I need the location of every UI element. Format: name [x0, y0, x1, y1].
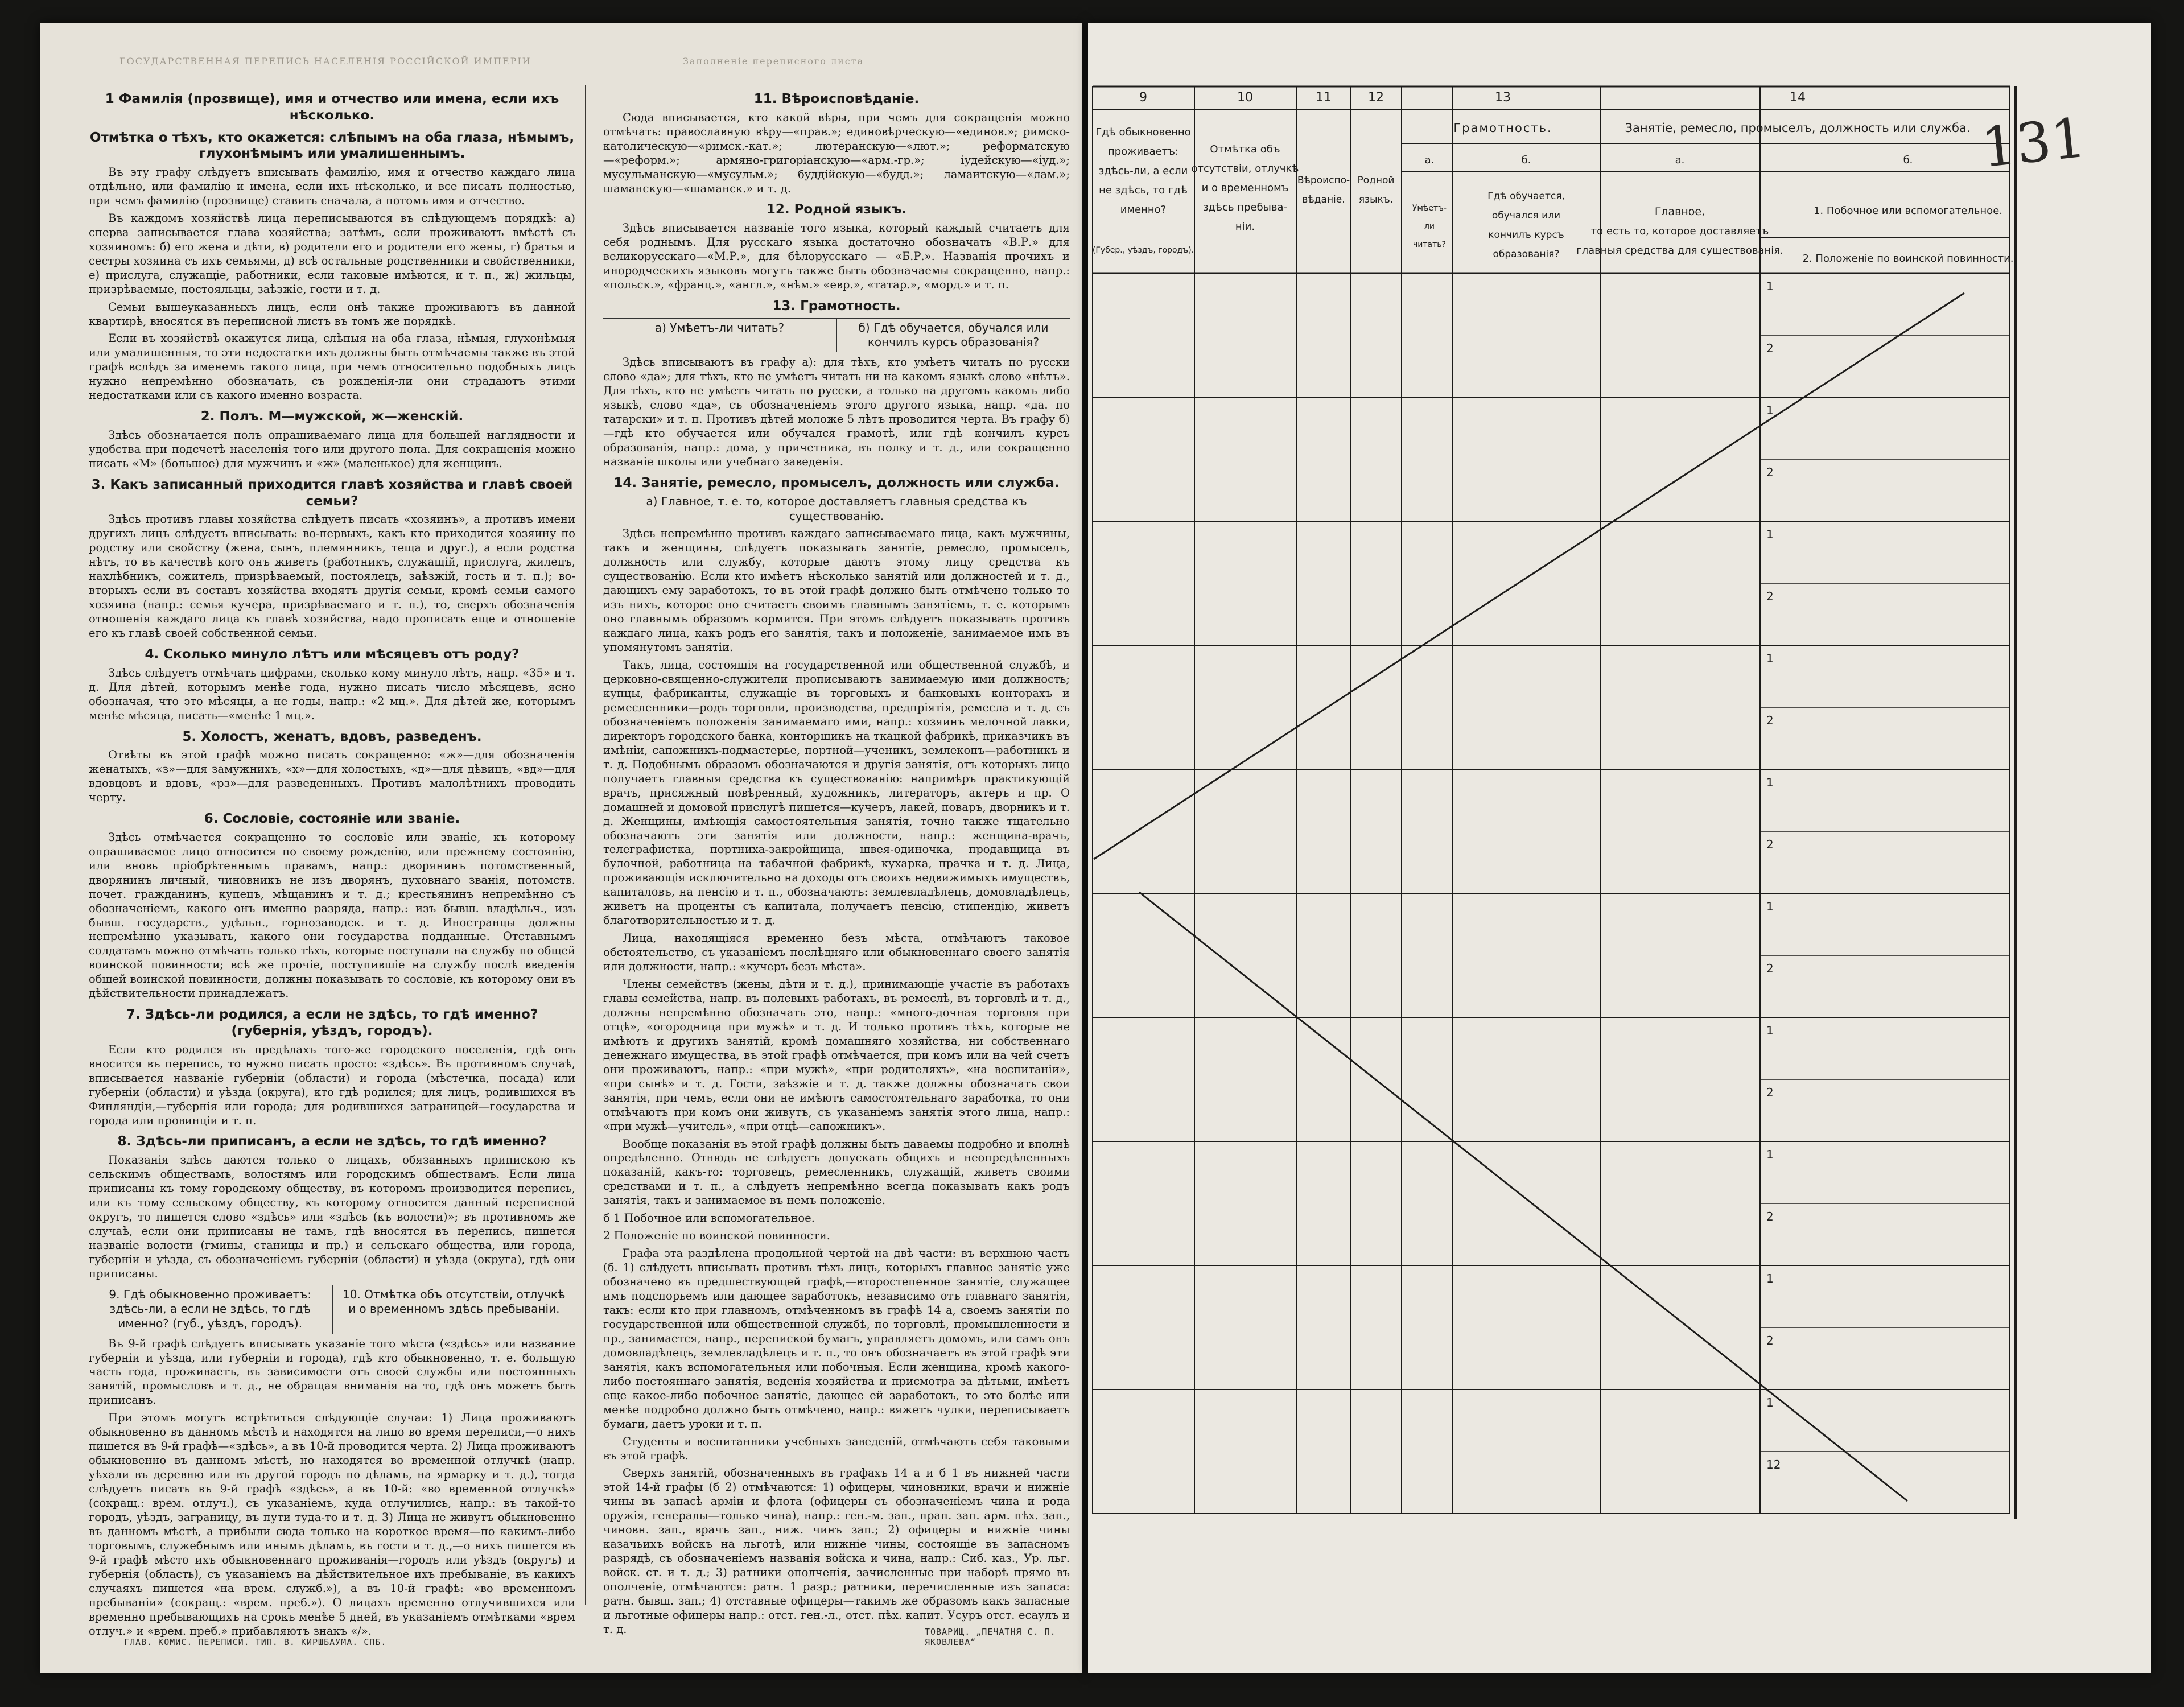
section-4-title: 4. Сколько минуло лѣтъ или мѣсяцевъ отъ роду? — [145, 646, 520, 662]
header-col-14a-line: главныя средства для существованія. — [1576, 245, 1783, 257]
section-14-paragraph: Вообще показанія въ этой графѣ должны быть даваемы подробно и вполнѣ опредѣленно. Отнюдь не слѣдуетъ допускать общихъ и неопредѣленныхъ показаній, какъ-то: торговецъ, ремесленникъ, служащій, живетъ своими средствами и т. п., а слѣдуетъ непремѣнно всегда показывать какъ родъ занятія, такъ и занимаемое въ немъ положеніе. — [603, 1137, 1070, 1207]
section-1-paragraph: Если въ хозяйствѣ окажутся лица, слѣпыя на оба глаза, нѣмыя, глухонѣмыя или умалишенныя, то эти недостатки ихъ должны быть отмѣчаемы также въ этой графѣ вслѣдъ за именемъ такого лица, при чемъ относительно подобныхъ лицъ нужно непремѣнно обозначать, съ рожденія-ли они страдаютъ этими недостатками или съ какого именно возраста. — [89, 332, 575, 402]
row-mark-2: 2 — [1766, 1086, 1774, 1099]
section-2-title: 2. Полъ. М—мужской, ж—женскій. — [200, 409, 464, 424]
section-6-paragraph: Здѣсь отмѣчается сокращенно то сословіе или званіе, къ которому опрашиваемое лицо относится по своему рожденію, или прежнему состоянію, или вновь пріобрѣтеннымъ правамъ, напр.: дворянинъ потомственный, дворянинъ личный, чиновникъ не изъ дворянъ, духовнаго званія, потомств. почет. гражданинъ, купецъ, мѣщанинъ и т. д.; крестьянинъ непремѣнно съ обозначеніемъ, какого онъ именно разряда, напр.: изъ бывш. владѣльч., изъ бывш. государств., удѣльн., горнозаводск. и т. д. Иностранцы должны непремѣнно указывать, какого они государства подданные. Отставнымъ солдатамъ можно отмѣчать только тѣхъ, которые поступали на службу по общей воинской повинности; всѣ же прочіе, поступившіе на службу послѣ введенія общей воинской повинности, должны показывать то сословіе, къ которому они въ дѣйствительности принадлежатъ. — [89, 830, 575, 1000]
section-9-paragraph: При этомъ могутъ встрѣтиться слѣдующіе случаи: 1) Лица проживаютъ обыкновенно въ данномъ мѣстѣ и находятся на лицо во время переписи,—о нихъ пишется въ 9-й графѣ—«здѣсь», а въ 10-й проводится черта. 2) Лица проживаютъ обыкновенно въ данномъ мѣстѣ, но находятся во временной отлучкѣ (напр. уѣхали въ деревню или въ другой городъ по дѣламъ, на ярмарку и т. д.), тогда слѣдуетъ писать въ 9-й графѣ «здѣсь», а въ 10-й: «во временной отлучкѣ» (сокращ.: врем. отлуч.), съ указаніемъ, куда отлучились, напр.: въ такой-то городъ, уѣздъ, заграницу, въ пути туда-то и т. д. 3) Лица не живутъ обыкновенно въ данномъ мѣстѣ, а прибыли сюда только на короткое время—по какимъ-либо торговымъ, служебнымъ или инымъ дѣламъ, въ гости и т. д.,—о нихъ пишется въ 9-й графѣ мѣсто ихъ обыкновеннаго проживанія—городъ или уѣздъ (округъ) и губернія (область), съ указаніемъ на дѣйствительное ихъ пребываніе, въ какихъ случаяхъ пишется «на врем. служб.»), а въ 10-й графѣ: «во временномъ пребываніи» (сокращ.: «врем. преб.»). О лицахъ временно отлучившихся или временно пребывающихъ на срокъ менѣе 5 дней, въ указаніемъ отмѣтками «врем отлуч.» и «врем. преб.» прибавляютъ знакъ «/». — [89, 1411, 575, 1638]
header-col-9-line: именно? — [1120, 204, 1167, 216]
section-9-paragraph: Въ 9-й графѣ слѣдуетъ вписывать указаніе того мѣста («здѣсь» или название губерніи и уѣзда, или губерніи и города), гдѣ кто обыкновенно, т. е. большую часть года, проживаетъ, въ зависимости отъ своей службы или постоянныхъ занятій, промысловъ и т. д., не обращая вниманія на то, гдѣ онъ можетъ быть приписанъ. — [89, 1337, 575, 1407]
row-mark-1: 1 — [1766, 1396, 1774, 1409]
header-col-13a-line: читать? — [1413, 240, 1446, 249]
header-col-9-line: проживаетъ: — [1107, 146, 1179, 158]
section-4-paragraph: Здѣсь слѣдуетъ отмѣчать цифрами, сколько кому минуло лѣтъ, напр. «35» и т. д. Для дѣтей, которымъ менѣе года, нужно писать число мѣсяцевъ, ясно обозначая, что это мѣсяцы, а не годы, напр.: «2 мц.». Для дѣтей же, которымъ менѣе мѣсяца, писать—«менѣе 1 мц.». — [89, 666, 575, 722]
section-11-title: 11. Вѣроисповѣданіе. — [753, 92, 920, 106]
section-14-title: 14. Занятіе, ремесло, промыселъ, должность или служба. — [613, 475, 1060, 490]
header-col-14a-label: а. — [1675, 154, 1685, 166]
section-13-subheading — [603, 318, 1070, 352]
header-col-10-line: здѣсь пребыва- — [1202, 201, 1288, 213]
section-14-paragraph: Сверхъ занятій, обозначенныхъ въ графахъ 14 а и б 1 въ нижней части этой 14-й графы (б 2) отмѣчаются: 1) офицеры, чиновники, врачи и нижніе чины въ запасѣ арміи и флота (офицеры съ обозначеніемъ чина и рода оружія, генералы—только чина), напр.: ген.-м. зап., прап. зап. арм. пѣх. зап., чиновн. зап., врачъ зап., ниж. чинъ зап.; 2) офицеры и нижніе чины казачьихъ войскъ на льготѣ, или нижніе чины, состоящіе въ запасномъ разрядѣ, съ обозначеніемъ названія войска и чина, напр.: Сиб. каз., Ур. льг. войск. ст. и т. д.; 3) ратники ополченія, зачисленные при наборѣ прямо въ ополченіе, отмѣчаются: ратн. 1 разр.; ратники, перечисленные изъ запаса: ратн. бывш. зап.; 4) отставные офицеры—такимъ же образомъ какъ запасные и льготные офицеры напр.: отст. ген.-л., отст. пѣх. капит. Усуръ отст. есаулъ и т. д. — [603, 1466, 1070, 1636]
header-col-14a-line: Главное, — [1654, 205, 1705, 218]
row-mark-2: 2 — [1766, 1210, 1774, 1223]
header-col-13a-line: Умѣетъ- — [1412, 204, 1447, 213]
section-8-paragraph: Показанія здѣсь даются только о лицахъ, обязанныхъ припискою къ сельскимъ обществамъ, волостямъ или городскимъ обществамъ. Если лица приписаны къ тому городскому обществу, въ которомъ производится перепись, или къ тому сельскому обществу, къ которому относится данный переписной округъ, то пишется слово «здѣсь» или «здѣсь (къ волости)»; въ противномъ же случаѣ, если они приписаны не тамъ, гдѣ вносятся въ перепись, пишется названіе волости (гмины, станицы и пр.) и сельскаго общества, или города, губерніи и уѣзда, съ обозначеніемъ губерніи (области) и уѣзда (округа), гдѣ они приписаны. — [89, 1153, 575, 1280]
section-10-title: 10. Отмѣтка объ отсутствіи, отлучкѣ и о временномъ здѣсь пребываніи. — [332, 1285, 576, 1334]
row-mark-1: 1 — [1766, 403, 1774, 417]
header-col-13b-line: образованія? — [1493, 249, 1560, 260]
header-col-9-line: здѣсь-ли, а если — [1098, 165, 1188, 177]
section-7-paragraph: Если кто родился въ предѣлахъ того-же городского поселенія, гдѣ онъ вносится въ перепись, то нужно писать просто: «здѣсь». Въ противномъ случаѣ, вписывается названіе губерніи (области) и города (мѣстечка, посада) или губерніи (области) и уѣзда (округа), кто гдѣ родился; для лицъ, родившихся въ Финляндіи,—губернія или города; для родившихся заграницей—государства и города или провинціи и т. п. — [89, 1042, 575, 1127]
header-col-14a-line: то есть то, которое доставляетъ — [1590, 225, 1769, 237]
faint-header-left: ГОСУДАРСТВЕННАЯ ПЕРЕПИСЬ НАСЕЛЕНІЯ РОССІЙСКОЙ ИМПЕРІИ — [119, 56, 531, 67]
header-col-13b-line: Гдѣ обучается, — [1487, 191, 1565, 202]
handwritten-page-number: 131 — [1978, 105, 2089, 180]
section-9-10-heading — [89, 1285, 575, 1334]
header-col-10-line: отсутствіи, отлучкѣ — [1191, 163, 1299, 175]
col-number-10: 10 — [1237, 90, 1253, 105]
section-12-title: 12. Родной языкъ. — [766, 202, 907, 217]
header-col-9-line: Гдѣ обыкновенно — [1095, 126, 1191, 138]
col-number-9: 9 — [1139, 90, 1147, 105]
header-col-11-line: вѣданіе. — [1302, 194, 1345, 205]
row-mark-1: 1 — [1766, 279, 1774, 293]
printer-imprint-left: ГЛАВ. КОМИС. ПЕРЕПИСИ. ТИП. В. КИРШБАУМА. СПБ. — [124, 1637, 387, 1647]
row-mark-1: 1 — [1766, 900, 1774, 913]
section-3-paragraph: Здѣсь противъ главы хозяйства слѣдуетъ писать «хозяинъ», а противъ имени другихъ лицъ слѣдуетъ вписывать: во-первыхъ, какъ кто приходится хозяину по родству или свойству (жена, сынъ, племянникъ, теща и друг.), а если родства нѣтъ, то въ качествѣ кого онъ живетъ (работникъ, служащій, прислуга, жилецъ, нахлѣбникъ, сожитель, призрѣваемый, постоялецъ, заѣзжій, гость и т. п.); во-вторыхъ если въ составъ хозяйства входятъ другія семьи, кромѣ семьи самого хозяина (напр.: семья кучера, призрѣваемаго и т. п.), то, сверхъ обозначенія отношенія каждаго лица къ главѣ хозяйства, надо прописать еще и отношеніе его къ главѣ своей собственной семьи. — [89, 513, 575, 640]
column-divider — [585, 85, 586, 1605]
col-number-12: 12 — [1368, 90, 1384, 105]
header-col-14b-label: б. — [1903, 154, 1913, 166]
section-7-title: 7. Здѣсь-ли родился, а если не здѣсь, то гдѣ именно? (губернія, уѣздъ, городъ). — [126, 1007, 538, 1038]
header-col-10-line: Отмѣтка объ — [1210, 143, 1280, 155]
row-marks — [1766, 279, 1781, 1471]
printer-imprint-right: ТОВАРИЩ. „ПЕЧАТНЯ С. П. ЯКОВЛЕВА“ — [925, 1627, 1056, 1647]
row-mark-1: 1 — [1766, 527, 1774, 541]
section-13-paragraph: Здѣсь вписываютъ въ графу а): для тѣхъ, кто умѣетъ читать по русски слово «да»; для тѣхъ, кто не умѣетъ читать ни на какомъ языкѣ слово «нѣтъ». Для тѣхъ, кто не умѣетъ читать по русски, а только на другомъ какомъ либо языкѣ, слово «да», съ обозначеніемъ этого другого языка, напр. «да. по татарски» и т. п. Противъ дѣтей моложе 5 лѣтъ проводится черта. Въ графу б)—гдѣ кто обучается или обучался грамотѣ, или гдѣ кончилъ курсъ образованія, напр.: дома, у причетника, въ полку и т. д., или сокращенно названіе школы или учебнаго заведенія. — [603, 355, 1070, 468]
row-mark-1: 1 — [1766, 1024, 1774, 1037]
header-col-10-line: и о временномъ — [1201, 182, 1289, 194]
row-mark-2: 2 — [1766, 589, 1774, 603]
strike-line-upper — [1094, 293, 1964, 859]
strike-line-lower — [1139, 892, 1907, 1501]
section-6-title: 6. Сословіе, состояніе или званіе. — [204, 811, 460, 827]
header-col-14-title: Занятіе, ремесло, промыселъ, должность или служба. — [1625, 121, 1971, 135]
section-14-paragraph: Здѣсь непремѣнно противъ каждаго записываемаго лица, какъ мужчины, такъ и женщины, слѣдуетъ показывать занятіе, ремесло, промыселъ, должность или службу, которые даютъ этому лицу средства къ существованію. Если кто имѣетъ нѣсколько занятій или должностей и т. д., дающихъ ему заработокъ, то въ этой графѣ должно быть отмѣчено только то изъ нихъ, которое оно считаетъ своимъ главнымъ занятіемъ, т. е. которымъ оно главнымъ образомъ кормится. При этомъ слѣдуетъ показывать противъ каждаго лица, какъ родъ его занятія, такъ и положеніе, занимаемое имъ въ упомянутомъ занятіи. — [603, 527, 1070, 654]
header-col-12-line: Родной — [1357, 175, 1395, 186]
form-grid — [1093, 86, 2016, 1519]
section-14-paragraph: Лица, находящіяся временно безъ мѣста, отмѣчаютъ таковое обстоятельство, съ указаніемъ послѣдняго или обыкновеннаго своего занятія или должности, напр.: «кучеръ безъ мѣста». — [603, 931, 1070, 974]
section-13a-title: а) Умѣетъ-ли читать? — [654, 320, 785, 335]
col-number-14: 14 — [1790, 90, 1806, 105]
row-mark-2: 2 — [1766, 465, 1774, 479]
header-col-9-line: не здѣсь, то гдѣ — [1099, 184, 1188, 196]
instructions-page — [40, 23, 1082, 1673]
section-8-title: 8. Здѣсь-ли приписанъ, а если не здѣсь, то гдѣ именно? — [117, 1134, 547, 1149]
row-mark-2: 12 — [1766, 1458, 1781, 1471]
section-3-title: 3. Какъ записанный приходится главѣ хозяйства и главѣ своей семьи? — [91, 477, 573, 509]
section-14-paragraph: Студенты и воспитанники учебныхъ заведеній, отмѣчаютъ себя таковыми въ этой графѣ. — [603, 1434, 1070, 1462]
section-13b-title: б) Гдѣ обучается, обучался или кончилъ курсъ образованія? — [836, 319, 1070, 352]
header-col-13b-label: б. — [1521, 154, 1531, 166]
header-col-12-line: языкъ. — [1358, 194, 1394, 205]
section-1-paragraph: Въ каждомъ хозяйствѣ лица переписываются въ слѣдующемъ порядкѣ: а) сперва записывается глава хозяйства; затѣмъ, если проживаютъ вмѣстѣ съ хозяиномъ: б) его жена и дѣти, в) родители его и родители его жены, г) братья и сестры хозяина съ ихъ семьями, д) всѣ остальные родственники и свойственники, е) прислуга, служащіе, работники, если таковые имѣются, и т. п., ж) жильцы, призрѣваемые, постояльцы, заѣзжіе, гости и т. д. — [89, 211, 575, 296]
section-1-subtitle: Отмѣтка о тѣхъ, кто окажется: слѣпымъ на оба глаза, нѣмымъ, глухонѣмымъ или умалишеннымъ. — [89, 130, 575, 162]
instructions-column-right — [603, 85, 1070, 1636]
section-14-paragraph: Члены семействъ (жены, дѣти и т. д.), принимающіе участіе въ работахъ главы семейства, напр. въ полевыхъ работахъ, въ ремеслѣ, въ торговлѣ и т. д., должны непремѣнно обозначать это, напр.: «много-дочная торговля при отцѣ», «огородница при мужѣ» и т. д. И только противъ тѣхъ, которые не имѣютъ и другихъ занятій, кромѣ домашняго хозяйства, ни собственнаго денежнаго имущества, въ этой графѣ отмѣчается, при комъ или на чей счетъ они проживаютъ, напр.: «при мужѣ», «при родителяхъ», «на воспитаніи», «при сынѣ» и т. д. Гости, заѣзжіе и т. д. также должны обозначать свои занятія, при чемъ, если они не имѣютъ самостоятельнаго заработка, то они отмѣчаютъ при комъ они живутъ, съ указаніемъ занятія этого лица, напр.: «при мужѣ—учитель», «при отцѣ—сапожникъ». — [603, 978, 1070, 1133]
row-mark-1: 1 — [1766, 652, 1774, 665]
section-9-title: 9. Гдѣ обыкновенно проживаетъ: здѣсь-ли, а если не здѣсь, то гдѣ именно? (губ., уѣздъ, городъ). — [109, 1287, 312, 1330]
section-11-paragraph: Сюда вписывается, кто какой вѣры, при чемъ для сокращенія можно отмѣчать: православную вѣру—«прав.»; единовѣрческую—«единов.»; римско-католическую—«римск.-кат.»; лютеранскую—«лют.»; реформатскую—«реформ.»; армяно-григоріанскую—«арм.-гр.»; іудейскую—«іуд.»; мусульманскую—«мусульм.»; буддійскую—«будд.»; ламаитскую—«лам.»; шаманскую—«шаманск.» и т. д. — [603, 110, 1070, 195]
header-col-14b1: 1. Побочное или вспомогательное. — [1813, 205, 2003, 217]
row-mark-2: 2 — [1766, 714, 1774, 727]
section-14b2-title: 2 Положеніе по воинской повинности. — [603, 1229, 830, 1243]
census-form-table — [1088, 23, 2151, 1673]
census-form-page — [1088, 23, 2151, 1673]
header-col-13b-line: обучался или — [1491, 210, 1561, 221]
instructions-column-left — [89, 85, 575, 1638]
col-number-11: 11 — [1316, 90, 1332, 105]
row-mark-2: 2 — [1766, 838, 1774, 851]
section-12-paragraph: Здѣсь вписывается названіе того языка, который каждый считаетъ для себя роднымъ. Для русскаго языка достаточно обозначать «В.Р.» для великорусскаго—«М.Р.», для бѣлорусскаго — «Б.Р.». Названія прочихъ и инородческихъ языковъ могутъ также быть обозначаемы сокращенно, напр.: «польск.», «франц.», «англ.», «нѣм.» «евр.», «татар.», «морд.» и т. п. — [603, 221, 1070, 292]
faint-header-right: Заполненіе переписного листа — [683, 56, 864, 67]
col-number-13: 13 — [1495, 90, 1511, 105]
section-5-title: 5. Холостъ, женатъ, вдовъ, разведенъ. — [182, 729, 482, 744]
header-col-11-line: Вѣроиспо- — [1297, 175, 1350, 186]
row-mark-2: 2 — [1766, 962, 1774, 975]
header-col-13a-label: а. — [1424, 154, 1435, 166]
section-14-paragraph: Графа эта раздѣлена продольной чертой на двѣ части: въ верхнюю часть (б. 1) слѣдуетъ вписывать противъ тѣхъ лицъ, которыхъ главное занятіе уже обозначено въ предшествующей графѣ,—второстепенное занятіе, служащее имъ подспорьемъ или дающее заработокъ, независимо отъ главнаго занятія, такъ: если кто при главномъ, отмѣченномъ въ графѣ 14 а, своемъ занятіи по государственной или общественной службѣ, по торговлѣ, промышленности и пр., занимается, напр., перепиской бумагъ, управляетъ домомъ, или самъ онъ домовладѣлецъ, землевладѣлецъ и т. п., то онъ обозначаетъ въ этой графѣ эти занятія, какъ вспомогательныя или побочныя. Если женщина, кромѣ какого-либо постояннаго занятія, веденія хозяйства и присмотра за дѣтьми, имѣетъ еще какое-либо побочное занятіе, дающее ей заработокъ, то это болѣе или менѣе подробно должно быть отмѣчено, напр.: вяжетъ чулки, переписываетъ бумаги, даетъ уроки и т. п. — [603, 1247, 1070, 1430]
row-mark-2: 2 — [1766, 1334, 1774, 1347]
header-col-10-line: ніи. — [1235, 221, 1255, 233]
row-mark-1: 1 — [1766, 1148, 1774, 1161]
section-5-paragraph: Отвѣты въ этой графѣ можно писать сокращенно: «ж»—для обозначенія женатыхъ, «з»—для замужнихъ, «х»—для холостыхъ, «д»—для дѣвицъ, «вд»—для вдовцовъ и вдовъ, «рз»—для разведенныхъ. Противъ малолѣтнихъ проводить черту. — [89, 748, 575, 805]
row-mark-2: 2 — [1766, 341, 1774, 355]
row-mark-1: 1 — [1766, 776, 1774, 789]
section-14b1-title: б 1 Побочное или вспомогательное. — [603, 1211, 815, 1225]
header-col-13-title: Грамотность. — [1453, 121, 1552, 135]
header-col-14b2: 2. Положеніе по воинской повинности. — [1802, 253, 2014, 265]
header-col-13b-line: кончилъ курсъ — [1488, 229, 1564, 241]
section-1-title: 1 Фамилія (прозвище), имя и отчество или имена, если ихъ нѣсколько. — [105, 92, 559, 123]
header-col-9-line: (Губер., уѣздъ, городъ). — [1092, 246, 1194, 255]
section-14-paragraph: Такъ, лица, состоящія на государственной или общественной службѣ, и церковно-священно-служители прописываютъ занимаемую ими должность; купцы, фабриканты, служащіе въ торговыхъ и банковыхъ конторахъ и ремесленники—родъ торговли, производства, предпріятія, ремесла и т. д. съ обозначеніемъ положенія занимаемаго ими, напр.: хозяинъ мелочной лавки, директоръ городского банка, конторщикъ на ткацкой фабрикѣ, приказчикъ въ имѣніи, сапожникъ-подмастерье, портной—ученикъ, землекопъ—работникъ и т. д. Подобнымъ образомъ обозначаются и другія занятія, отъ которыхъ лицо получаетъ главныя средства къ существованію: напримѣръ практикующій врачъ, присяжный повѣренный, художникъ, литераторъ, актеръ и пр. О домашней и домовой прислугѣ пишется—кучеръ, лакей, поваръ, дворникъ и т. д. Женщины, имѣющія самостоятельныя занятія, точно также тщательно обозначаютъ эти занятія или должности, напр.: женщина-врачъ, телеграфистка, портниха-закройщица, швея-одиночка, продавщица въ булочной, работница на табачной фабрикѣ, кухарка, прачка и т. д. Лица, проживающія исключительно на доходы отъ своихъ недвижимыхъ имуществъ, капиталовъ, на пенсію и т. п., обозначаютъ: землевладѣлецъ, домовладѣлецъ, живетъ на проценты съ капитала, получаетъ пенсію, стипендію, живетъ благотворительностью и т. д. — [603, 658, 1070, 927]
section-2-paragraph: Здѣсь обозначается полъ опрашиваемаго лица для большей наглядности и удобства при подсчетѣ населенія того или другого пола. Для сокращенія можно писать «М» (большое) для мужчинъ и «ж» (маленькое) для женщинъ. — [89, 428, 575, 470]
header-col-13a-line: ли — [1424, 222, 1435, 231]
section-1-paragraph: Семьи вышеуказанныхъ лицъ, если онѣ также проживаютъ въ данной квартирѣ, вносятся въ переписной листъ въ томъ же порядкѣ. — [89, 300, 575, 328]
row-mark-1: 1 — [1766, 1272, 1774, 1285]
section-13-title: 13. Грамотность. — [772, 298, 901, 314]
section-14a-subtitle: а) Главное, т. е. то, которое доставляетъ главныя средства къ существованію. — [646, 494, 1027, 523]
section-1-paragraph: Въ эту графу слѣдуетъ вписывать фамилію, имя и отчество каждаго лица отдѣльно, или фамилію и имена, если ихъ нѣсколько, и все писать полностью, при чемъ фамилію (прозвище) ставить сначала, а потомъ имя и отчество. — [89, 166, 575, 207]
